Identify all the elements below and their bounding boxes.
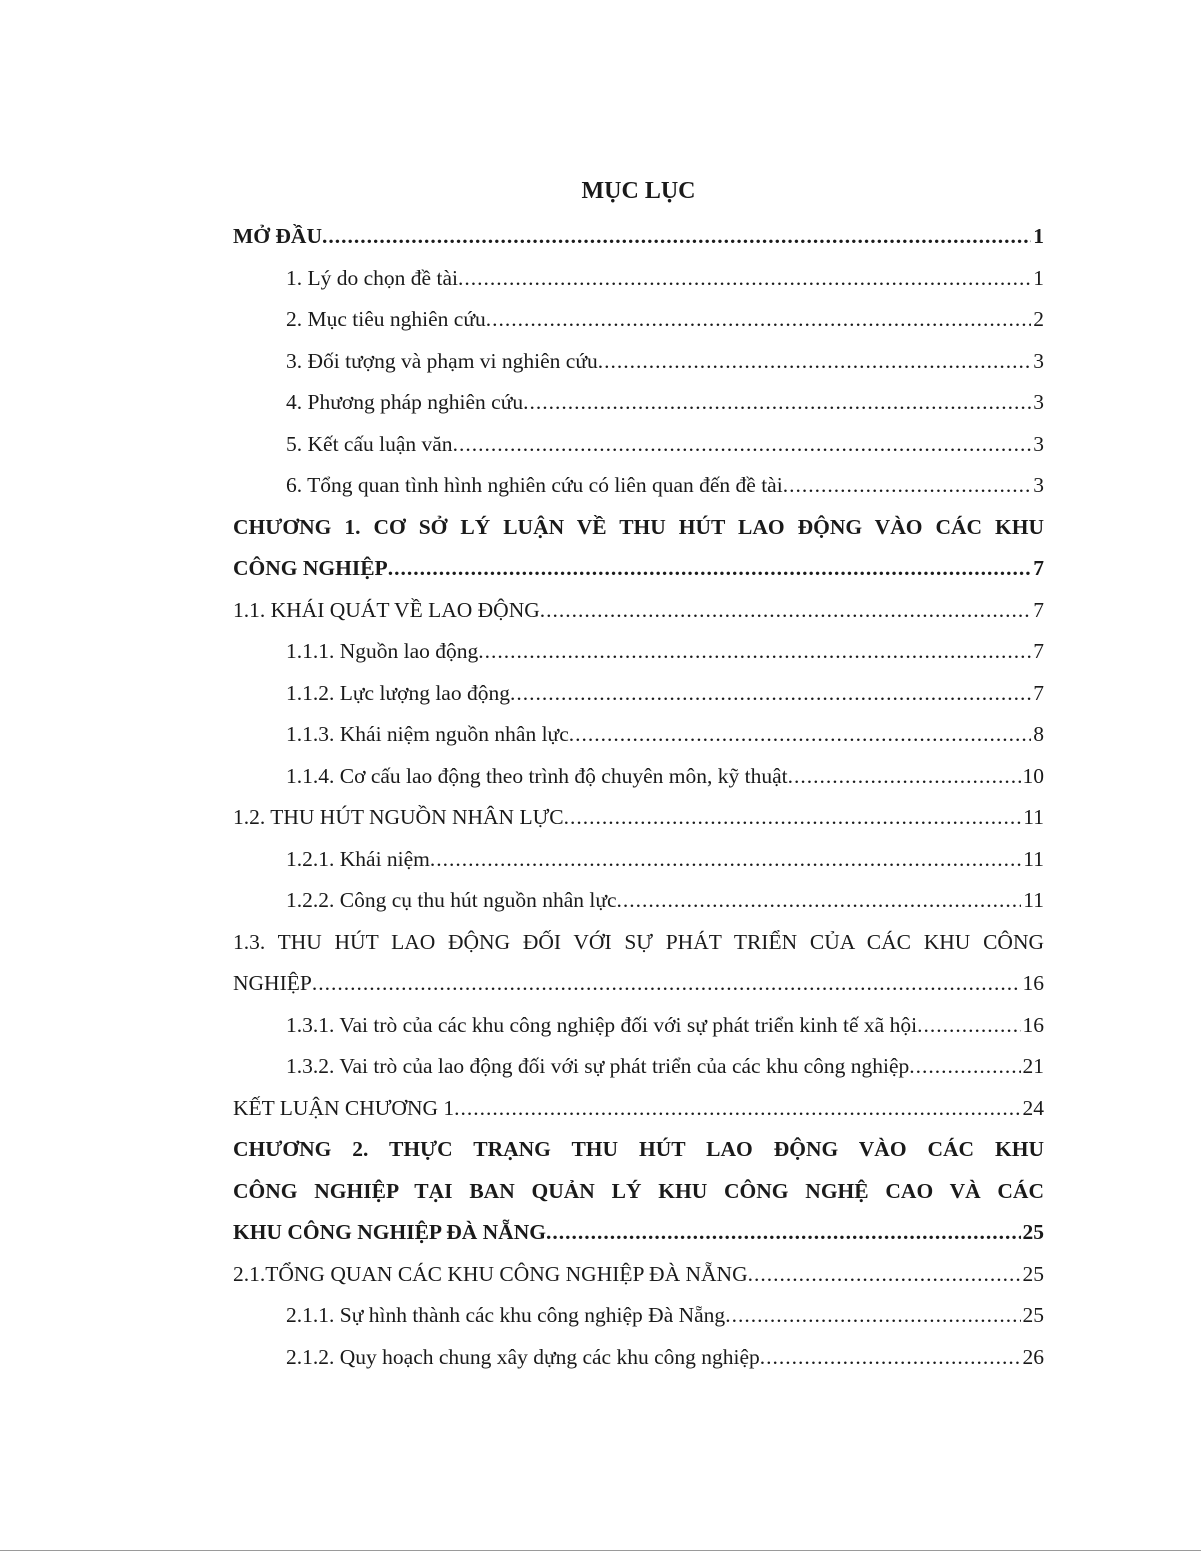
toc-entry-title-line: CÔNG NGHIỆP TẠI BAN QUẢN LÝ KHU CÔNG NGHỆ CAO VÀ CÁC — [233, 1178, 1044, 1203]
toc-page-number: 26 — [1022, 1344, 1044, 1369]
dot-leader — [322, 216, 1031, 258]
dot-leader — [458, 258, 1031, 300]
toc-entry-title: 1.1. KHÁI QUÁT VỀ LAO ĐỘNG — [233, 597, 540, 622]
dot-leader — [486, 299, 1032, 341]
dot-leader — [598, 341, 1032, 383]
toc-entry-3[interactable] — [233, 341, 1044, 383]
toc-entry-title: 1.2.2. Công cụ thu hút nguồn nhân lực — [286, 888, 617, 912]
dot-leader — [453, 424, 1032, 466]
toc-page-number: 3 — [1033, 390, 1044, 414]
toc-entry-title: 2.1.2. Quy hoạch chung xây dựng các khu công nghiệp — [286, 1344, 760, 1369]
toc-entry-title: 1. Lý do chọn đề tài — [286, 265, 458, 290]
toc-page-number: 10 — [1022, 763, 1044, 788]
toc-entry-title: 1.2. THU HÚT NGUỒN NHÂN LỰC — [233, 805, 564, 829]
toc-entry-title: NGHIỆP — [233, 971, 312, 995]
toc-page-number: 25 — [1022, 1261, 1044, 1286]
toc-page-number: 25 — [1022, 1220, 1044, 1244]
toc-entry-title: 2.1.TỔNG QUAN CÁC KHU CÔNG NGHIỆP ĐÀ NẴNG — [233, 1261, 748, 1286]
toc-entry-title: MỞ ĐẦU — [233, 224, 322, 248]
toc-entry-title: 5. Kết cấu luận văn — [286, 431, 453, 456]
table-of-contents — [233, 216, 1044, 1378]
toc-entry-mo-dau[interactable] — [233, 216, 1044, 258]
toc-entry-chuong-2[interactable] — [233, 1129, 1044, 1254]
toc-entry-2[interactable] — [233, 299, 1044, 341]
toc-entry-title-line: CHƯƠNG 1. CƠ SỞ LÝ LUẬN VỀ THU HÚT LAO ĐỘNG VÀO CÁC KHU — [233, 514, 1044, 539]
toc-entry-title: 3. Đối tượng và phạm vi nghiên cứu — [286, 348, 598, 373]
dot-leader — [430, 839, 1021, 881]
page-bottom-border — [0, 1550, 1201, 1551]
toc-entry-title-line: CHƯƠNG 2. THỰC TRẠNG THU HÚT LAO ĐỘNG VÀO CÁC KHU — [233, 1137, 1044, 1161]
page-title: MỤC LỤC — [581, 178, 696, 204]
toc-page-number: 3 — [1033, 431, 1044, 456]
dot-leader — [748, 1254, 1021, 1296]
toc-entry-ket-luan-chuong-1[interactable] — [233, 1088, 1044, 1130]
toc-page-number: 7 — [1033, 556, 1044, 580]
toc-page-number: 11 — [1023, 888, 1044, 912]
toc-entry-2-1-1[interactable] — [233, 1295, 1044, 1337]
toc-entry-1-3-2[interactable] — [233, 1046, 1044, 1088]
toc-page-number: 3 — [1033, 473, 1044, 497]
dot-leader — [388, 548, 1032, 590]
dot-leader — [523, 382, 1031, 424]
toc-entry-title: 1.3.2. Vai trò của lao động đối với sự phát triển của các khu công nghiệp — [286, 1054, 910, 1078]
dot-leader — [312, 963, 1021, 1005]
dot-leader — [909, 1046, 1020, 1088]
toc-entry-title: 4. Phương pháp nghiên cứu — [286, 390, 524, 414]
dot-leader — [760, 1337, 1021, 1379]
toc-page-number: 11 — [1023, 805, 1044, 829]
toc-entry-5[interactable] — [233, 424, 1044, 466]
dot-leader — [788, 756, 1021, 798]
toc-entry-title: 1.3.1. Vai trò của các khu công nghiệp đối với sự phát triển kinh tế xã hội — [286, 1012, 918, 1037]
dot-leader — [783, 465, 1032, 507]
toc-entry-title: KẾT LUẬN CHƯƠNG 1 — [233, 1095, 455, 1120]
toc-page-number: 7 — [1033, 597, 1044, 622]
toc-entry-title-line: 1.3. THU HÚT LAO ĐỘNG ĐỐI VỚI SỰ PHÁT TRIỂN CỦA CÁC KHU CÔNG — [233, 929, 1044, 954]
toc-entry-6[interactable] — [233, 465, 1044, 507]
toc-page-number: 1 — [1033, 265, 1044, 290]
toc-entry-title: 6. Tổng quan tình hình nghiên cứu có liên quan đến đề tài — [286, 473, 783, 497]
toc-entry-title: 1.1.4. Cơ cấu lao động theo trình độ chuyên môn, kỹ thuật — [286, 763, 788, 788]
toc-entry-title: 2. Mục tiêu nghiên cứu — [286, 307, 486, 331]
toc-entry-title: 1.1.1. Nguồn lao động — [286, 639, 479, 663]
toc-entry-title: 1.1.2. Lực lượng lao động — [286, 680, 510, 705]
toc-page-number: 11 — [1023, 846, 1044, 871]
toc-entry-title: 2.1.1. Sự hình thành các khu công nghiệp Đà Nẵng — [286, 1303, 726, 1327]
toc-page-number: 16 — [1022, 971, 1044, 995]
dot-leader — [478, 631, 1031, 673]
toc-page-number: 7 — [1033, 639, 1044, 663]
toc-page-number: 21 — [1022, 1054, 1044, 1078]
toc-page-number: 7 — [1033, 680, 1044, 705]
dot-leader — [569, 714, 1032, 756]
toc-entry-4[interactable] — [233, 382, 1044, 424]
toc-page-number: 24 — [1022, 1095, 1044, 1120]
dot-leader — [564, 797, 1022, 839]
toc-entry-1[interactable] — [233, 258, 1044, 300]
toc-entry-title: KHU CÔNG NGHIỆP ĐÀ NẴNG — [233, 1220, 546, 1244]
dot-leader — [454, 1088, 1020, 1130]
toc-entry-1-2-2[interactable] — [233, 880, 1044, 922]
toc-page-number: 16 — [1022, 1012, 1044, 1037]
toc-entry-1-3[interactable] — [233, 922, 1044, 1005]
dot-leader — [917, 1005, 1020, 1047]
toc-entry-chuong-1[interactable] — [233, 507, 1044, 590]
dot-leader — [546, 1212, 1021, 1254]
dot-leader — [725, 1295, 1020, 1337]
toc-entry-1-2[interactable] — [233, 797, 1044, 839]
toc-page-number: 8 — [1033, 722, 1044, 746]
dot-leader — [510, 673, 1031, 715]
toc-entry-1-1-3[interactable] — [233, 714, 1044, 756]
toc-entry-1-1-4[interactable] — [233, 756, 1044, 798]
toc-entry-2-1[interactable] — [233, 1254, 1044, 1296]
toc-page-number: 2 — [1033, 307, 1044, 331]
toc-entry-title: CÔNG NGHIỆP — [233, 556, 388, 580]
toc-entry-1-2-1[interactable] — [233, 839, 1044, 881]
toc-entry-1-3-1[interactable] — [233, 1005, 1044, 1047]
toc-entry-1-1-2[interactable] — [233, 673, 1044, 715]
toc-entry-1-1-1[interactable] — [233, 631, 1044, 673]
toc-page-number: 1 — [1033, 224, 1044, 248]
toc-page-number: 25 — [1022, 1303, 1044, 1327]
toc-page-number: 3 — [1033, 348, 1044, 373]
toc-entry-title: 1.1.3. Khái niệm nguồn nhân lực — [286, 722, 569, 746]
dot-leader — [540, 590, 1031, 632]
toc-entry-1-1[interactable] — [233, 590, 1044, 632]
toc-entry-title: 1.2.1. Khái niệm — [286, 846, 430, 871]
toc-entry-2-1-2[interactable] — [233, 1337, 1044, 1379]
dot-leader — [617, 880, 1022, 922]
